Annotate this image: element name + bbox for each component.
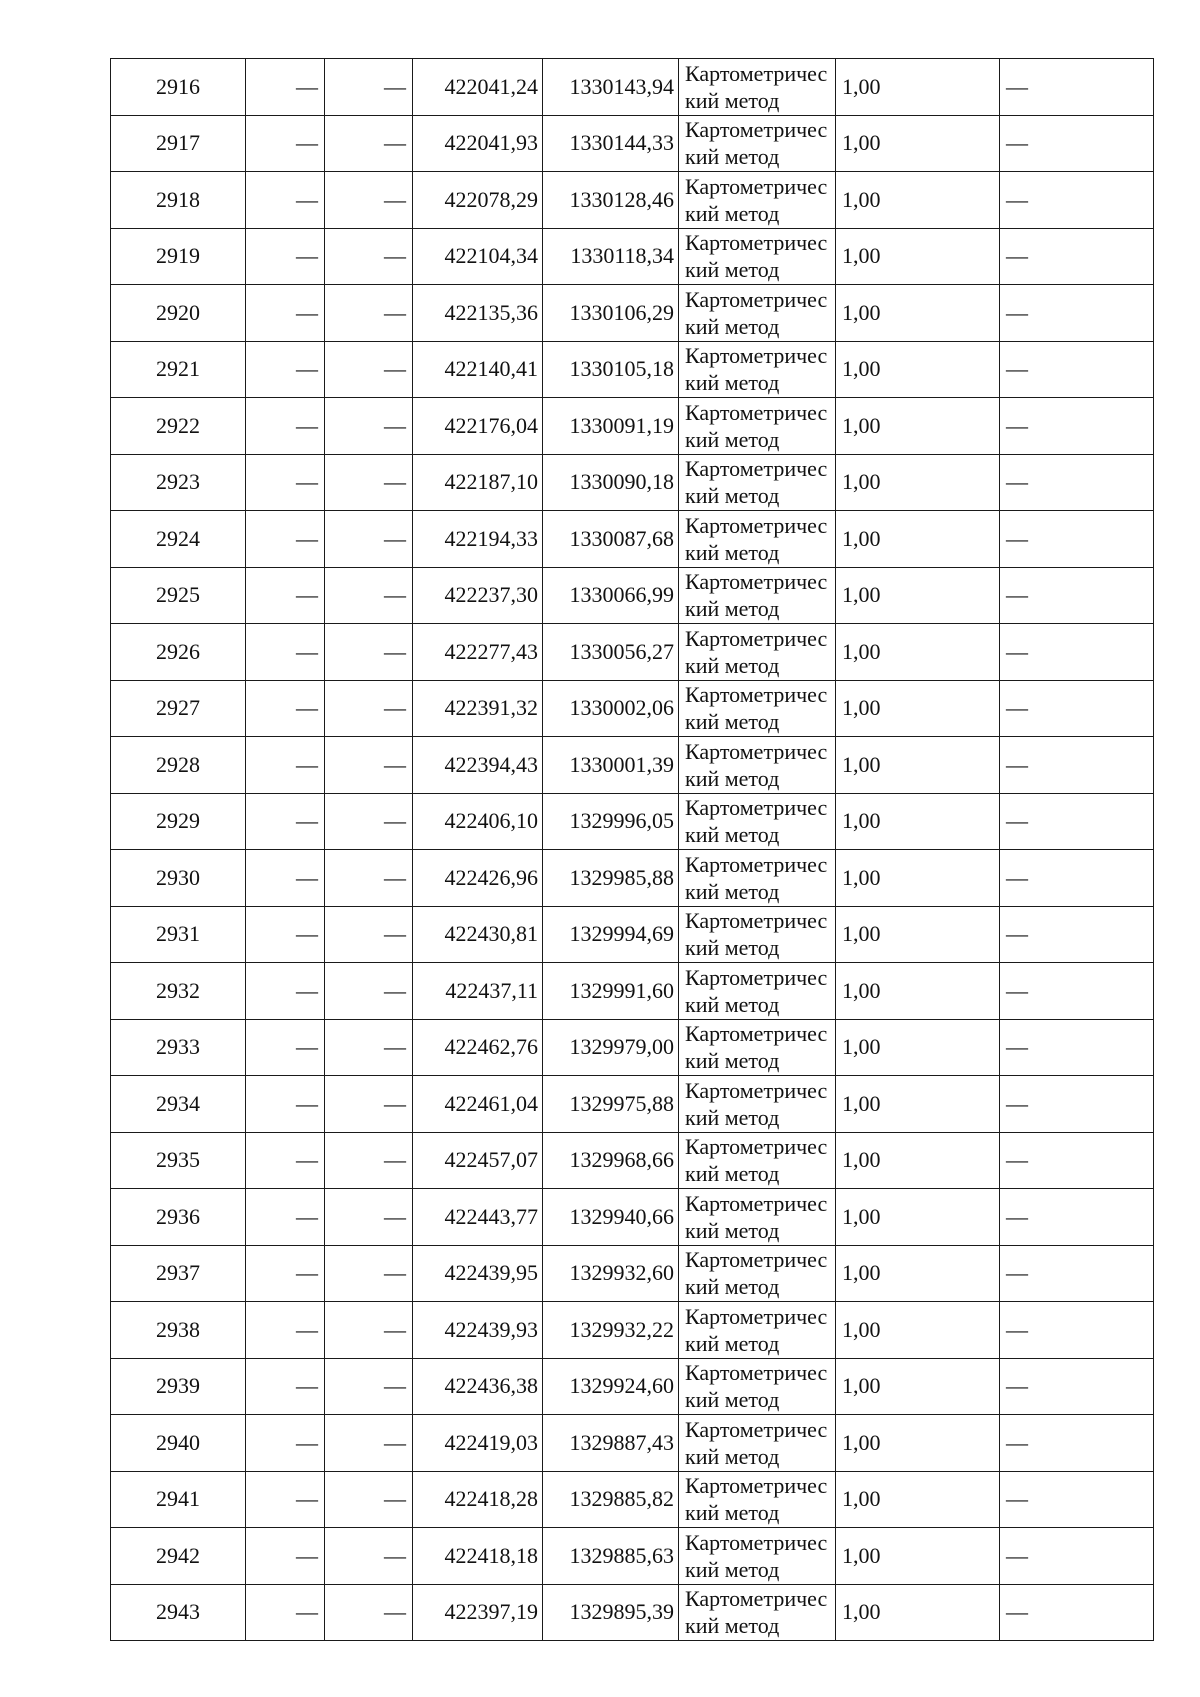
table-row [111,398,1154,455]
point-number-cell: 2930 [111,850,246,907]
accuracy-cell: 1,00 [836,228,1000,285]
empty-dash-cell: — [246,341,325,398]
y-coordinate-cell: 1330056,27 [543,624,679,681]
method-cell: Картометрический метод [679,624,836,681]
y-coordinate-cell: 1329968,66 [543,1132,679,1189]
description-cell: — [1000,906,1154,963]
x-coordinate-cell: 422406,10 [413,793,543,850]
empty-dash-cell: — [325,398,413,455]
empty-dash-cell: — [325,285,413,342]
table-row [111,1415,1154,1472]
method-cell: Картометрический метод [679,1132,836,1189]
y-coordinate-cell: 1330090,18 [543,454,679,511]
empty-dash-cell: — [246,680,325,737]
empty-dash-cell: — [325,511,413,568]
accuracy-cell: 1,00 [836,285,1000,342]
method-cell: Картометрический метод [679,1302,836,1359]
method-cell: Картометрический метод [679,285,836,342]
x-coordinate-cell: 422418,18 [413,1528,543,1585]
empty-dash-cell: — [325,1584,413,1641]
point-number-cell: 2943 [111,1584,246,1641]
description-cell: — [1000,1584,1154,1641]
description-cell: — [1000,1019,1154,1076]
description-cell: — [1000,115,1154,172]
accuracy-cell: 1,00 [836,1019,1000,1076]
empty-dash-cell: — [325,341,413,398]
point-number-cell: 2926 [111,624,246,681]
empty-dash-cell: — [246,511,325,568]
y-coordinate-cell: 1329932,22 [543,1302,679,1359]
empty-dash-cell: — [325,963,413,1020]
method-cell: Картометрический метод [679,172,836,229]
method-cell: Картометрический метод [679,737,836,794]
y-coordinate-cell: 1329996,05 [543,793,679,850]
y-coordinate-cell: 1329979,00 [543,1019,679,1076]
table-row [111,906,1154,963]
table-row [111,1076,1154,1133]
description-cell: — [1000,228,1154,285]
empty-dash-cell: — [246,1132,325,1189]
x-coordinate-cell: 422439,95 [413,1245,543,1302]
description-cell: — [1000,172,1154,229]
point-number-cell: 2918 [111,172,246,229]
y-coordinate-cell: 1329975,88 [543,1076,679,1133]
empty-dash-cell: — [246,1189,325,1246]
empty-dash-cell: — [246,172,325,229]
method-cell: Картометрический метод [679,115,836,172]
accuracy-cell: 1,00 [836,511,1000,568]
accuracy-cell: 1,00 [836,454,1000,511]
empty-dash-cell: — [246,963,325,1020]
point-number-cell: 2934 [111,1076,246,1133]
method-cell: Картометрический метод [679,228,836,285]
y-coordinate-cell: 1330091,19 [543,398,679,455]
x-coordinate-cell: 422397,19 [413,1584,543,1641]
empty-dash-cell: — [246,1415,325,1472]
y-coordinate-cell: 1330001,39 [543,737,679,794]
x-coordinate-cell: 422277,43 [413,624,543,681]
accuracy-cell: 1,00 [836,172,1000,229]
empty-dash-cell: — [246,59,325,116]
table-row [111,793,1154,850]
accuracy-cell: 1,00 [836,1076,1000,1133]
empty-dash-cell: — [325,172,413,229]
point-number-cell: 2937 [111,1245,246,1302]
empty-dash-cell: — [325,454,413,511]
x-coordinate-cell: 422041,24 [413,59,543,116]
empty-dash-cell: — [325,1528,413,1585]
empty-dash-cell: — [246,285,325,342]
x-coordinate-cell: 422237,30 [413,567,543,624]
y-coordinate-cell: 1330128,46 [543,172,679,229]
method-cell: Картометрический метод [679,1528,836,1585]
empty-dash-cell: — [246,115,325,172]
method-cell: Картометрический метод [679,454,836,511]
description-cell: — [1000,624,1154,681]
x-coordinate-cell: 422176,04 [413,398,543,455]
table-row [111,680,1154,737]
x-coordinate-cell: 422443,77 [413,1189,543,1246]
table-row [111,59,1154,116]
x-coordinate-cell: 422462,76 [413,1019,543,1076]
table-row [111,624,1154,681]
empty-dash-cell: — [325,1189,413,1246]
table-row [111,511,1154,568]
accuracy-cell: 1,00 [836,906,1000,963]
method-cell: Картометрический метод [679,680,836,737]
empty-dash-cell: — [325,1245,413,1302]
empty-dash-cell: — [325,624,413,681]
accuracy-cell: 1,00 [836,115,1000,172]
empty-dash-cell: — [246,850,325,907]
y-coordinate-cell: 1330105,18 [543,341,679,398]
point-number-cell: 2931 [111,906,246,963]
method-cell: Картометрический метод [679,906,836,963]
table-row [111,172,1154,229]
method-cell: Картометрический метод [679,1584,836,1641]
empty-dash-cell: — [246,793,325,850]
empty-dash-cell: — [325,1302,413,1359]
accuracy-cell: 1,00 [836,1584,1000,1641]
empty-dash-cell: — [246,906,325,963]
accuracy-cell: 1,00 [836,59,1000,116]
empty-dash-cell: — [325,1471,413,1528]
method-cell: Картометрический метод [679,398,836,455]
method-cell: Картометрический метод [679,1189,836,1246]
table-row [111,115,1154,172]
table-row [111,963,1154,1020]
accuracy-cell: 1,00 [836,341,1000,398]
table-row [111,285,1154,342]
y-coordinate-cell: 1329885,63 [543,1528,679,1585]
empty-dash-cell: — [246,1076,325,1133]
point-number-cell: 2938 [111,1302,246,1359]
method-cell: Картометрический метод [679,1358,836,1415]
x-coordinate-cell: 422194,33 [413,511,543,568]
point-number-cell: 2919 [111,228,246,285]
point-number-cell: 2917 [111,115,246,172]
accuracy-cell: 1,00 [836,793,1000,850]
empty-dash-cell: — [325,228,413,285]
table-row [111,341,1154,398]
x-coordinate-cell: 422418,28 [413,1471,543,1528]
accuracy-cell: 1,00 [836,1528,1000,1585]
method-cell: Картометрический метод [679,1245,836,1302]
table-row [111,454,1154,511]
x-coordinate-cell: 422457,07 [413,1132,543,1189]
description-cell: — [1000,1076,1154,1133]
empty-dash-cell: — [325,1358,413,1415]
accuracy-cell: 1,00 [836,398,1000,455]
method-cell: Картометрический метод [679,341,836,398]
point-number-cell: 2925 [111,567,246,624]
table-row [111,1471,1154,1528]
empty-dash-cell: — [246,454,325,511]
x-coordinate-cell: 422104,34 [413,228,543,285]
description-cell: — [1000,737,1154,794]
accuracy-cell: 1,00 [836,850,1000,907]
empty-dash-cell: — [325,793,413,850]
accuracy-cell: 1,00 [836,1415,1000,1472]
table-row [111,1132,1154,1189]
x-coordinate-cell: 422078,29 [413,172,543,229]
x-coordinate-cell: 422437,11 [413,963,543,1020]
accuracy-cell: 1,00 [836,1189,1000,1246]
y-coordinate-cell: 1329940,66 [543,1189,679,1246]
empty-dash-cell: — [325,1415,413,1472]
point-number-cell: 2936 [111,1189,246,1246]
x-coordinate-cell: 422419,03 [413,1415,543,1472]
point-number-cell: 2933 [111,1019,246,1076]
table-row [111,1528,1154,1585]
accuracy-cell: 1,00 [836,680,1000,737]
empty-dash-cell: — [246,1528,325,1585]
y-coordinate-cell: 1330144,33 [543,115,679,172]
point-number-cell: 2924 [111,511,246,568]
method-cell: Картометрический метод [679,850,836,907]
description-cell: — [1000,1528,1154,1585]
method-cell: Картометрический метод [679,1076,836,1133]
empty-dash-cell: — [325,59,413,116]
method-cell: Картометрический метод [679,1019,836,1076]
empty-dash-cell: — [325,1076,413,1133]
description-cell: — [1000,1245,1154,1302]
accuracy-cell: 1,00 [836,1471,1000,1528]
y-coordinate-cell: 1329885,82 [543,1471,679,1528]
accuracy-cell: 1,00 [836,624,1000,681]
description-cell: — [1000,850,1154,907]
point-number-cell: 2921 [111,341,246,398]
table-row [111,1584,1154,1641]
method-cell: Картометрический метод [679,567,836,624]
y-coordinate-cell: 1330087,68 [543,511,679,568]
empty-dash-cell: — [246,737,325,794]
x-coordinate-cell: 422461,04 [413,1076,543,1133]
empty-dash-cell: — [325,850,413,907]
accuracy-cell: 1,00 [836,567,1000,624]
y-coordinate-cell: 1329895,39 [543,1584,679,1641]
description-cell: — [1000,1302,1154,1359]
empty-dash-cell: — [325,737,413,794]
coordinates-table [110,58,1154,1641]
description-cell: — [1000,567,1154,624]
x-coordinate-cell: 422391,32 [413,680,543,737]
empty-dash-cell: — [246,228,325,285]
point-number-cell: 2916 [111,59,246,116]
accuracy-cell: 1,00 [836,1132,1000,1189]
description-cell: — [1000,398,1154,455]
description-cell: — [1000,963,1154,1020]
y-coordinate-cell: 1330118,34 [543,228,679,285]
description-cell: — [1000,454,1154,511]
method-cell: Картометрический метод [679,1471,836,1528]
y-coordinate-cell: 1329932,60 [543,1245,679,1302]
description-cell: — [1000,1132,1154,1189]
x-coordinate-cell: 422140,41 [413,341,543,398]
x-coordinate-cell: 422426,96 [413,850,543,907]
point-number-cell: 2942 [111,1528,246,1585]
y-coordinate-cell: 1329924,60 [543,1358,679,1415]
accuracy-cell: 1,00 [836,1245,1000,1302]
description-cell: — [1000,793,1154,850]
table-row [111,1245,1154,1302]
table-row [111,1358,1154,1415]
empty-dash-cell: — [325,1019,413,1076]
description-cell: — [1000,59,1154,116]
empty-dash-cell: — [325,115,413,172]
point-number-cell: 2935 [111,1132,246,1189]
x-coordinate-cell: 422430,81 [413,906,543,963]
empty-dash-cell: — [246,1471,325,1528]
empty-dash-cell: — [246,567,325,624]
accuracy-cell: 1,00 [836,963,1000,1020]
point-number-cell: 2928 [111,737,246,794]
y-coordinate-cell: 1329985,88 [543,850,679,907]
x-coordinate-cell: 422394,43 [413,737,543,794]
point-number-cell: 2929 [111,793,246,850]
empty-dash-cell: — [246,1584,325,1641]
accuracy-cell: 1,00 [836,737,1000,794]
description-cell: — [1000,680,1154,737]
table-row [111,737,1154,794]
y-coordinate-cell: 1330002,06 [543,680,679,737]
description-cell: — [1000,1358,1154,1415]
x-coordinate-cell: 422041,93 [413,115,543,172]
point-number-cell: 2920 [111,285,246,342]
table-row [111,567,1154,624]
description-cell: — [1000,511,1154,568]
table-row [111,850,1154,907]
x-coordinate-cell: 422187,10 [413,454,543,511]
empty-dash-cell: — [246,1245,325,1302]
description-cell: — [1000,285,1154,342]
empty-dash-cell: — [246,1358,325,1415]
empty-dash-cell: — [325,1132,413,1189]
point-number-cell: 2923 [111,454,246,511]
method-cell: Картометрический метод [679,963,836,1020]
point-number-cell: 2927 [111,680,246,737]
x-coordinate-cell: 422439,93 [413,1302,543,1359]
description-cell: — [1000,1415,1154,1472]
method-cell: Картометрический метод [679,59,836,116]
description-cell: — [1000,341,1154,398]
empty-dash-cell: — [325,906,413,963]
table-row [111,228,1154,285]
point-number-cell: 2940 [111,1415,246,1472]
coordinates-table-body [111,59,1154,1641]
y-coordinate-cell: 1329994,69 [543,906,679,963]
x-coordinate-cell: 422135,36 [413,285,543,342]
empty-dash-cell: — [325,567,413,624]
method-cell: Картометрический метод [679,1415,836,1472]
description-cell: — [1000,1471,1154,1528]
y-coordinate-cell: 1330106,29 [543,285,679,342]
x-coordinate-cell: 422436,38 [413,1358,543,1415]
table-row [111,1302,1154,1359]
table-row [111,1189,1154,1246]
empty-dash-cell: — [246,624,325,681]
point-number-cell: 2922 [111,398,246,455]
empty-dash-cell: — [325,680,413,737]
method-cell: Картометрический метод [679,793,836,850]
accuracy-cell: 1,00 [836,1358,1000,1415]
empty-dash-cell: — [246,1019,325,1076]
table-row [111,1019,1154,1076]
accuracy-cell: 1,00 [836,1302,1000,1359]
y-coordinate-cell: 1330143,94 [543,59,679,116]
empty-dash-cell: — [246,398,325,455]
description-cell: — [1000,1189,1154,1246]
point-number-cell: 2941 [111,1471,246,1528]
point-number-cell: 2939 [111,1358,246,1415]
method-cell: Картометрический метод [679,511,836,568]
y-coordinate-cell: 1329991,60 [543,963,679,1020]
y-coordinate-cell: 1330066,99 [543,567,679,624]
empty-dash-cell: — [246,1302,325,1359]
point-number-cell: 2932 [111,963,246,1020]
y-coordinate-cell: 1329887,43 [543,1415,679,1472]
